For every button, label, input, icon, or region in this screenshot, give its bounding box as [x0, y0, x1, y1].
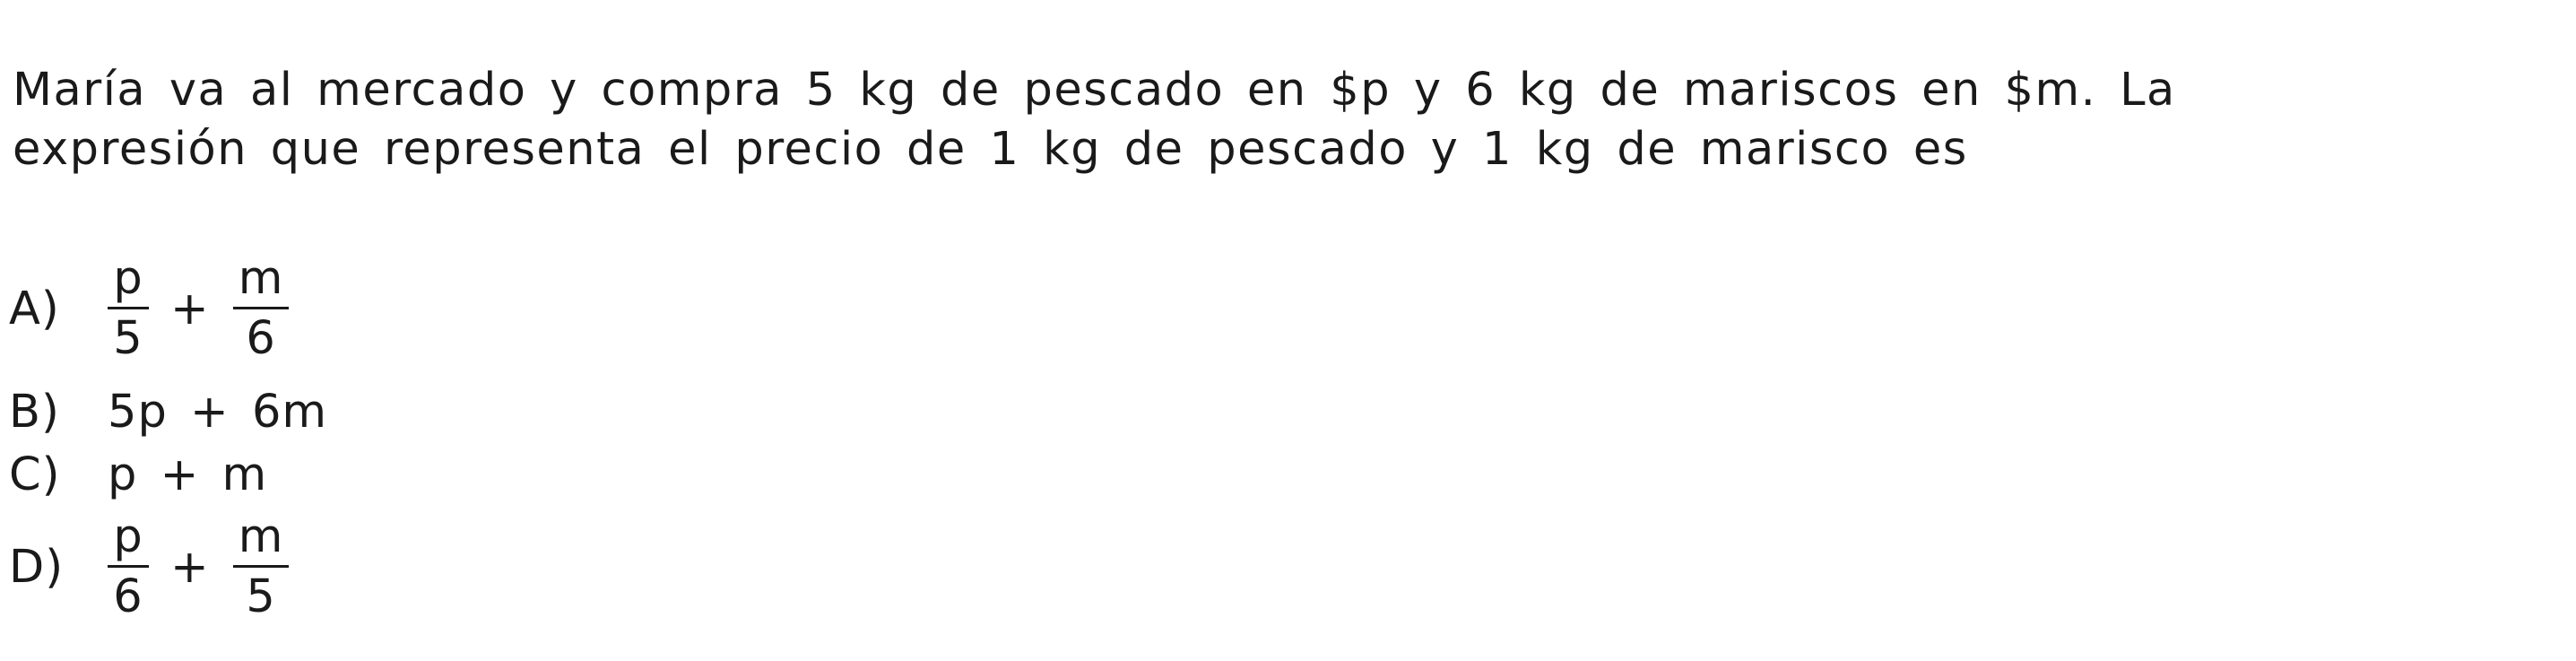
- option-a[interactable]: [9, 253, 289, 365]
- option-b-letter: B): [9, 386, 60, 439]
- fraction-denominator: 6: [113, 570, 143, 623]
- fraction-numerator: m: [233, 511, 290, 568]
- question-line-2: expresión que representa el precio de 1 kg de pescado y 1 kg de marisco es: [13, 123, 1968, 176]
- question-line-1: María va al mercado y compra 5 kg de pescado en $p y 6 kg de mariscos en $m. La: [13, 64, 2176, 117]
- fraction-numerator: p: [108, 253, 149, 309]
- fraction-numerator: p: [108, 511, 149, 568]
- option-a-expression: [108, 253, 289, 365]
- option-b-expression: 5p + 6m: [108, 386, 328, 439]
- option-d-fraction-2: [233, 511, 290, 623]
- option-c[interactable]: [9, 448, 267, 501]
- option-c-letter: C): [9, 448, 61, 501]
- fraction-numerator: m: [233, 253, 290, 309]
- option-d[interactable]: [9, 511, 289, 623]
- fraction-denominator: 5: [113, 312, 143, 365]
- question-stem: [13, 61, 2541, 179]
- option-a-letter: A): [9, 283, 60, 335]
- option-a-fraction-2: [233, 253, 290, 365]
- plus-operator: +: [170, 283, 210, 335]
- option-b[interactable]: [9, 386, 327, 439]
- option-d-expression: [108, 511, 289, 623]
- fraction-denominator: 5: [246, 570, 276, 623]
- option-a-fraction-1: [108, 253, 149, 365]
- option-d-fraction-1: [108, 511, 149, 623]
- fraction-denominator: 6: [246, 312, 276, 365]
- option-c-expression: p + m: [108, 448, 268, 501]
- option-d-letter: D): [9, 541, 65, 594]
- plus-operator: +: [170, 541, 210, 594]
